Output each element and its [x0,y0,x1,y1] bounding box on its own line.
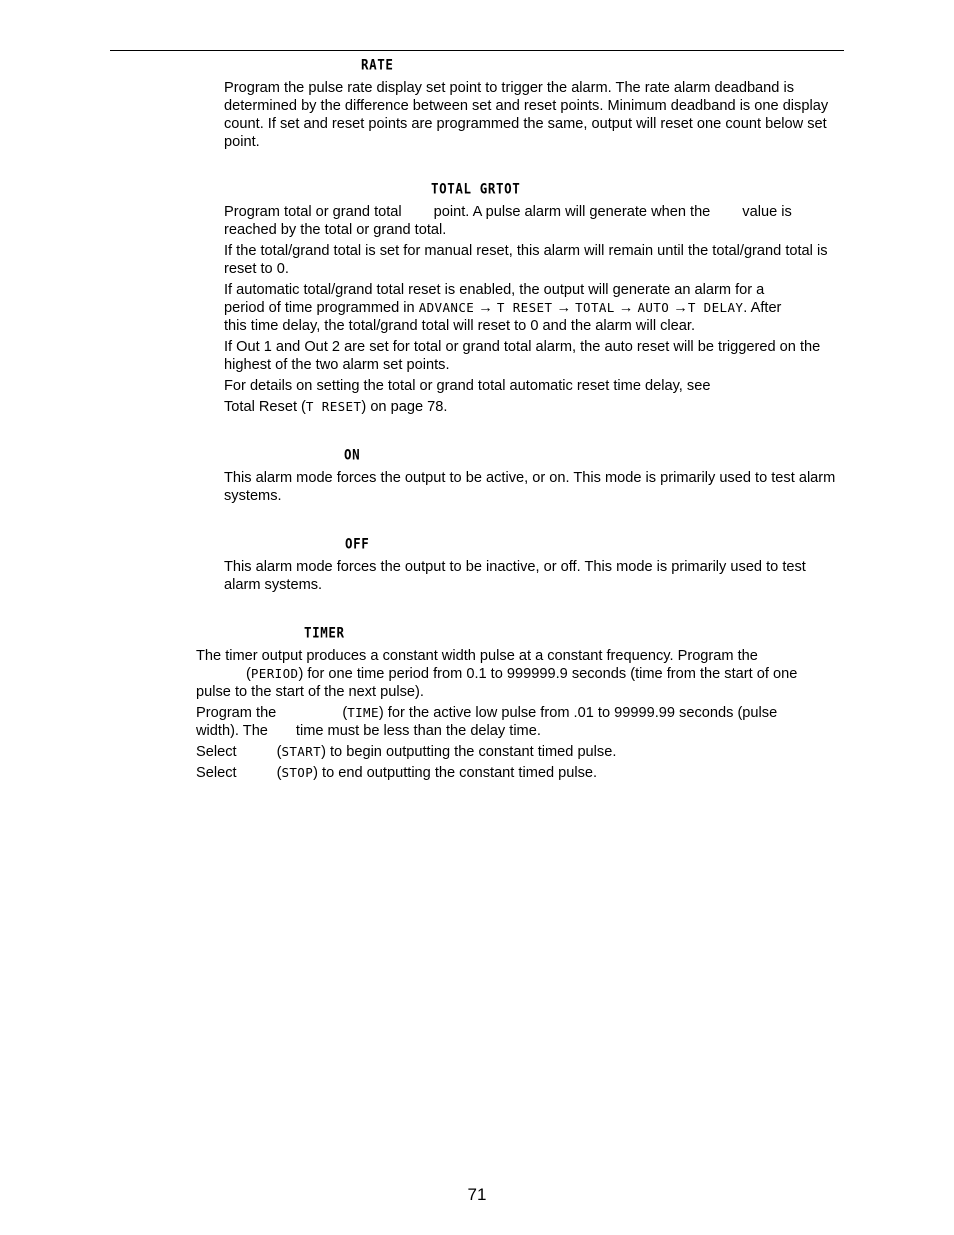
arrow-icon: → [556,300,572,316]
timer-time-line-2: width). The time must be less than the delay time. [196,723,541,739]
arrow-icon: → [618,300,634,316]
menu-t-delay: T DELAY [687,300,744,315]
timer-heading: TIMER [304,623,345,642]
menu-total: TOTAL [575,300,615,315]
total-out-note: If Out 1 and Out 2 are set for total or grand total alarm, the auto reset will be triggered on the highest of the two alarm set points. [224,339,821,373]
timer-line-2: (PERIOD) for one time period from 0.1 to 999999.9 seconds (time from the start of one [246,666,798,682]
timer-line-3: pulse to the start of the next pulse). [196,684,424,700]
total-auto-line-1: If automatic total/grand total reset is enabled, the output will generate an alarm for a [224,282,765,298]
menu-advance: ADVANCE [418,300,475,315]
arrow-icon: → [673,300,688,316]
total-auto-line-3: this time delay, the total/grand total will reset to 0 and the alarm will clear. [224,318,696,334]
timer-start-line: Select (START) to begin outputting the constant timed pulse. [196,744,617,760]
total-reset-reference: Total Reset (T RESET) on page 78. [224,399,448,415]
timer-line-1: The timer output produces a constant width pulse at a constant frequency. Program the [196,648,758,664]
page-number: 71 [467,1185,487,1204]
total-heading: TOTAL GRTOT [431,179,521,198]
menu-auto: AUTO [637,300,670,315]
total-auto-line-2: period of time programmed in ADVANCE → T RESET → TOTAL → AUTO →T DELAY. After [224,300,782,316]
off-description: This alarm mode forces the output to be inactive, or off. This mode is primarily used to test alarm systems. [224,559,806,593]
total-line-2: reached by the total or grand total. [224,222,447,238]
off-heading: OFF [345,534,370,553]
total-line-1: Program total or grand total point. A pulse alarm will generate when the value is [224,204,792,220]
total-details-line: For details on setting the total or grand total automatic reset time delay, see [224,378,711,394]
timer-stop-line: Select (STOP) to end outputting the constant timed pulse. [196,765,598,781]
rate-heading: RATE [361,55,394,74]
arrow-icon: → [478,300,493,316]
menu-t-reset: T RESET [496,300,553,315]
on-heading: ON [344,445,361,464]
rate-description: Program the pulse rate display set point to trigger the alarm. The rate alarm deadband is determined by the difference between set and reset points. Minimum deadband is one display count. If set and reset points are programmed the same, output will reset one count below set point. [224,80,829,150]
timer-time-line-1: Program the (TIME) for the active low pulse from .01 to 99999.99 seconds (pulse [196,705,778,721]
header-rule [110,50,844,51]
total-manual-reset: If the total/grand total is set for manual reset, this alarm will remain until the total/grand total is reset to 0. [224,243,828,277]
on-description: This alarm mode forces the output to be active, or on. This mode is primarily used to test alarm systems. [224,470,836,504]
